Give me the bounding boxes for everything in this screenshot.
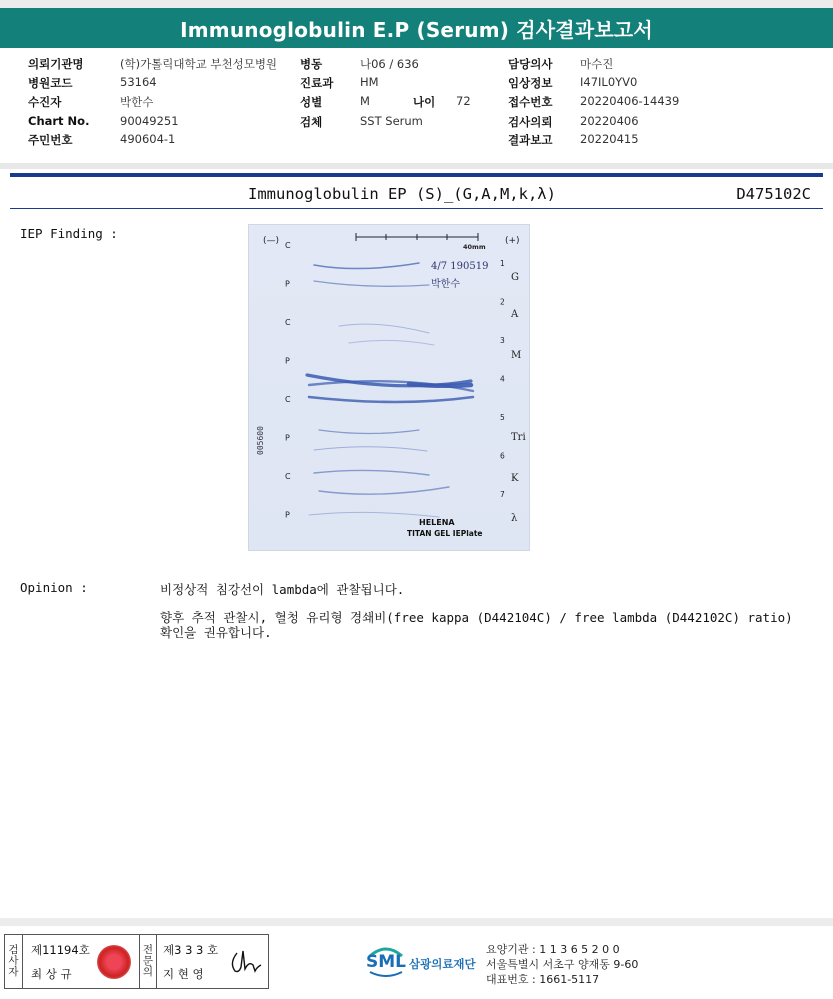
dept-value: HM (360, 75, 379, 89)
meta-row (0, 94, 833, 112)
report-value: 20220415 (580, 132, 639, 146)
receipt-label: 접수번호 (508, 95, 553, 109)
gel-lane-number: 2 (500, 297, 505, 307)
patient-label: 수진자 (28, 95, 62, 109)
gel-lane-number: 1 (500, 259, 505, 268)
gel-antiserum-label: λ (511, 513, 518, 524)
meta-row (0, 114, 833, 132)
request-label: 검사의뢰 (508, 115, 553, 129)
specialist-side-text: 전 문 의 (142, 944, 154, 978)
gel-scale-label: 40mm (463, 243, 486, 251)
opinion-text-2: 향후 추적 관찰시, 혈청 유리형 경쇄비(free kappa (D442104C) / free lambda (D442102C) ratio)확인을 권유합니다. (160, 610, 793, 640)
chart-no-value: 90049251 (120, 114, 179, 128)
specialist-license: 제3 3 3 호 (163, 943, 219, 957)
hospital-code-value: 53164 (120, 75, 157, 89)
signature-box (4, 934, 269, 989)
examiner-name: 최 상 규 (31, 967, 72, 981)
age-label: 나이 (413, 95, 436, 109)
chart-no-label: Chart No. (28, 114, 90, 128)
test-rule-top (10, 173, 823, 177)
meta-row (0, 56, 833, 74)
gel-minus: (—) (263, 236, 280, 246)
ward-value: 나06 / 636 (360, 57, 419, 71)
request-value: 20220406 (580, 114, 639, 128)
org-info (486, 942, 638, 987)
doctor-label: 담당의사 (508, 57, 553, 71)
clinical-label: 임상정보 (508, 76, 553, 90)
gel-side-number: 005600 (256, 426, 265, 455)
footer-divider (0, 918, 833, 926)
gel-well-label: C (285, 241, 291, 250)
gel-well-label: P (285, 279, 290, 289)
clinical-value: I47IL0YV0 (580, 75, 638, 89)
gel-antiserum-label: A (511, 309, 519, 320)
examiner-side-text: 검 사 자 (8, 944, 19, 978)
ward-label: 병동 (300, 57, 323, 71)
sex-label: 성별 (300, 95, 323, 109)
gel-antiserum-label: K (511, 473, 519, 484)
test-code: D475102C (736, 185, 811, 203)
org-address: 서울특별시 서초구 양재동 9-60 (486, 958, 639, 971)
age-value: 72 (456, 94, 471, 108)
gel-well-label: C (285, 395, 291, 404)
gel-svg (249, 225, 530, 551)
institution-label: 의뢰기관명 (28, 57, 84, 71)
gel-well-label: P (285, 510, 290, 520)
receipt-value: 20220406-14439 (580, 94, 680, 108)
org-phone: 대표번호 : 1661-5117 (486, 973, 600, 986)
test-rule-bottom (10, 208, 823, 209)
gel-lane-number: 4 (500, 374, 505, 384)
gel-well-label: P (285, 433, 290, 443)
gel-antiserum-label: M (511, 350, 522, 361)
specimen-label: 검체 (300, 115, 323, 129)
hospital-code-label: 병원코드 (28, 76, 73, 90)
gel-brand-line2: TITAN GEL IEPlate (407, 529, 483, 538)
doctor-value: 마수진 (580, 57, 614, 71)
resident-no-label: 주민번호 (28, 133, 73, 147)
meta-row (0, 75, 833, 93)
gel-antiserum-label: G (511, 272, 519, 283)
patient-value: 박한수 (120, 95, 154, 109)
care-number: 요양기관 : 1 1 3 6 5 2 0 0 (486, 943, 620, 956)
gel-handwritten-date: 4/7 190519 (431, 261, 489, 272)
gel-lane-number: 6 (500, 451, 505, 461)
opinion-label: Opinion : (20, 580, 88, 595)
specialist-side-label (139, 935, 157, 988)
opinion-text-1: 비정상적 침강선이 lambda에 관찰됩니다. (160, 582, 405, 597)
gel-lane-number: 5 (500, 413, 505, 422)
gel-brand-line1: HELENA (419, 518, 455, 527)
dept-label: 진료과 (300, 76, 334, 90)
gel-lane-number: 3 (500, 336, 505, 345)
specimen-value: SST Serum (360, 114, 423, 128)
gel-plus: (+) (505, 236, 520, 246)
gel-handwritten-name: 박한수 (431, 279, 460, 290)
gel-well-label: C (285, 472, 291, 481)
sex-value: M (360, 94, 370, 108)
meta-row (0, 132, 833, 150)
iep-finding-label: IEP Finding : (20, 226, 118, 241)
iep-gel-image (248, 224, 530, 551)
gel-lane-number: 7 (500, 490, 505, 499)
specialist-signature (227, 945, 263, 977)
institution-value: (학)가톨릭대학교 부천성모병원 (120, 57, 278, 71)
report-title: Immunoglobulin E.P (Serum) 검사결과보고서 (0, 8, 833, 48)
gel-background (249, 225, 530, 551)
gel-well-label: C (285, 318, 291, 327)
org-name: 삼광의료재단 (409, 957, 476, 971)
examiner-license: 제11194호 (31, 943, 90, 957)
top-strip (0, 0, 833, 8)
test-name: Immunoglobulin EP (S)_(G,A,M,k,λ) (248, 185, 556, 203)
examiner-seal (97, 945, 131, 979)
specialist-name: 지 현 영 (163, 967, 204, 981)
examiner-side-label (5, 935, 23, 988)
section-divider (0, 163, 833, 169)
test-header (10, 180, 823, 208)
sml-logo (366, 940, 486, 984)
sml-logo-text: SML (366, 952, 406, 972)
gel-antiserum-label: Tri (511, 432, 526, 443)
resident-no-value: 490604-1 (120, 132, 176, 146)
gel-well-label: P (285, 356, 290, 366)
report-label: 결과보고 (508, 133, 553, 147)
